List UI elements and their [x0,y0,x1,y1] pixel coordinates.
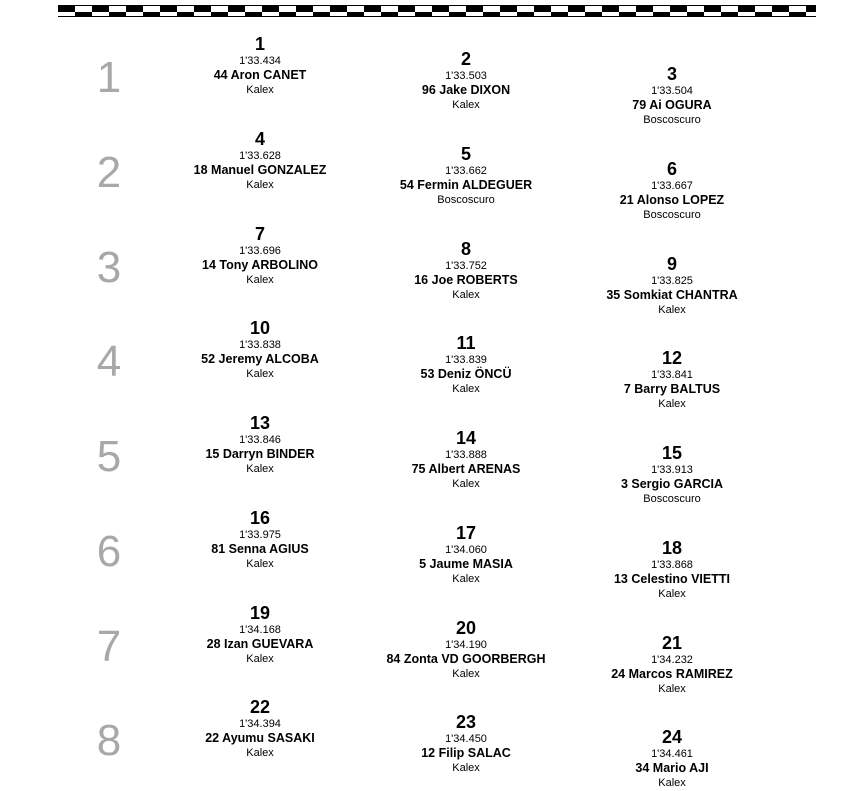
team-name: Boscoscuro [437,194,495,206]
grid-slot [160,603,360,666]
grid-position: 13 [249,413,271,433]
grid-position: 18 [661,538,683,558]
grid-slot [572,254,772,317]
grid-position: 5 [460,144,471,164]
rider-name: 12 Filip SALAC [421,746,511,760]
rider-name: 84 Zonta VD GOORBERGH [386,652,546,666]
lap-time: 1'33.434 [239,55,281,67]
lap-time: 1'34.461 [651,748,693,760]
grid-row-number: 8 [96,716,122,765]
grid-slot [366,523,566,586]
team-name: Kalex [658,683,686,695]
grid-slot [366,239,566,302]
grid-slot [572,159,772,222]
rider-name: 75 Albert ARENAS [411,462,521,476]
grid-slot [160,224,360,287]
grid-slot [366,144,566,207]
lap-time: 1'33.846 [239,434,281,446]
rider-name: 54 Fermin ALDEGUER [399,178,533,192]
rider-name: 96 Jake DIXON [421,83,511,97]
rider-name: 28 Izan GUEVARA [206,637,314,651]
rider-name: 79 Ai OGURA [632,98,712,112]
rider-name: 5 Jaume MASIA [419,557,513,571]
grid-position: 10 [249,318,271,338]
team-name: Kalex [658,398,686,410]
team-name: Kalex [246,368,274,380]
rider-name: 22 Ayumu SASAKI [205,731,315,745]
grid-slot [160,129,360,192]
grid-position: 9 [666,254,677,274]
grid-position: 3 [666,64,677,84]
lap-time: 1'33.752 [445,260,487,272]
lap-time: 1'33.913 [651,464,693,476]
grid-row-number: 5 [96,432,122,481]
lap-time: 1'34.060 [445,544,487,556]
grid-position: 8 [460,239,471,259]
lap-time: 1'34.394 [239,718,281,730]
team-name: Boscoscuro [643,209,701,221]
lap-time: 1'33.503 [445,70,487,82]
grid-position: 24 [661,727,683,747]
checkered-flag-banner [58,5,816,17]
rider-name: 18 Manuel GONZALEZ [193,163,327,177]
rider-name: 13 Celestino VIETTI [613,572,730,586]
grid-slot [572,633,772,696]
lap-time: 1'33.839 [445,354,487,366]
rider-name: 81 Senna AGIUS [211,542,309,556]
grid-position: 12 [661,348,683,368]
grid-slot [160,508,360,571]
team-name: Kalex [452,668,480,680]
rider-name: 44 Aron CANET [213,68,307,82]
grid-slot [366,333,566,396]
grid-position: 4 [254,129,265,149]
team-name: Kalex [452,383,480,395]
team-name: Kalex [246,747,274,759]
lap-time: 1'33.667 [651,180,693,192]
grid-slot [160,34,360,97]
team-name: Kalex [246,653,274,665]
team-name: Kalex [246,463,274,475]
lap-time: 1'33.628 [239,150,281,162]
team-name: Kalex [246,179,274,191]
grid-slot [160,697,360,760]
rider-name: 21 Alonso LOPEZ [619,193,725,207]
grid-slot [160,413,360,476]
lap-time: 1'33.662 [445,165,487,177]
grid-position: 15 [661,443,683,463]
team-name: Kalex [246,274,274,286]
grid-row-number: 4 [96,337,122,386]
grid-slot [572,727,772,790]
grid-position: 6 [666,159,677,179]
lap-time: 1'33.504 [651,85,693,97]
rider-name: 34 Mario AJI [635,761,709,775]
team-name: Boscoscuro [643,493,701,505]
rider-name: 53 Deniz ÖNCÜ [420,367,512,381]
rider-name: 35 Somkiat CHANTRA [606,288,738,302]
lap-time: 1'34.450 [445,733,487,745]
team-name: Kalex [246,84,274,96]
grid-slot [160,318,360,381]
team-name: Kalex [452,762,480,774]
team-name: Kalex [658,777,686,789]
lap-time: 1'34.168 [239,624,281,636]
grid-position: 16 [249,508,271,528]
team-name: Kalex [452,289,480,301]
team-name: Boscoscuro [643,114,701,126]
grid-position: 14 [455,428,477,448]
grid-position: 17 [455,523,477,543]
team-name: Kalex [452,478,480,490]
grid-slot [572,64,772,127]
team-name: Kalex [658,304,686,316]
lap-time: 1'33.888 [445,449,487,461]
lap-time: 1'33.696 [239,245,281,257]
grid-slot [366,49,566,112]
grid-row-number: 3 [96,243,122,292]
rider-name: 7 Barry BALTUS [623,382,721,396]
rider-name: 52 Jeremy ALCOBA [201,352,319,366]
grid-position: 1 [254,34,265,54]
team-name: Kalex [658,588,686,600]
team-name: Kalex [452,573,480,585]
lap-time: 1'33.868 [651,559,693,571]
lap-time: 1'33.975 [239,529,281,541]
grid-slot [366,712,566,775]
grid-position: 22 [249,697,271,717]
lap-time: 1'34.232 [651,654,693,666]
lap-time: 1'34.190 [445,639,487,651]
team-name: Kalex [452,99,480,111]
grid-row-number: 2 [96,148,122,197]
rider-name: 3 Sergio GARCIA [620,477,724,491]
rider-name: 14 Tony ARBOLINO [202,258,318,272]
rider-name: 24 Marcos RAMIREZ [611,667,733,681]
rider-name: 15 Darryn BINDER [205,447,315,461]
team-name: Kalex [246,558,274,570]
rider-name: 16 Joe ROBERTS [414,273,518,287]
grid-position: 21 [661,633,683,653]
grid-slot [366,618,566,681]
lap-time: 1'33.841 [651,369,693,381]
lap-time: 1'33.825 [651,275,693,287]
grid-position: 19 [249,603,271,623]
grid-position: 7 [254,224,265,244]
grid-row-number: 6 [96,527,122,576]
grid-slot [572,348,772,411]
grid-position: 23 [455,712,477,732]
grid-row-number: 1 [96,53,122,102]
grid-slot [366,428,566,491]
grid-position: 11 [456,333,476,353]
grid-slot [572,443,772,506]
lap-time: 1'33.838 [239,339,281,351]
grid-row-number: 7 [96,622,122,671]
grid-position: 2 [460,49,471,69]
grid-position: 20 [455,618,477,638]
grid-slot [572,538,772,601]
